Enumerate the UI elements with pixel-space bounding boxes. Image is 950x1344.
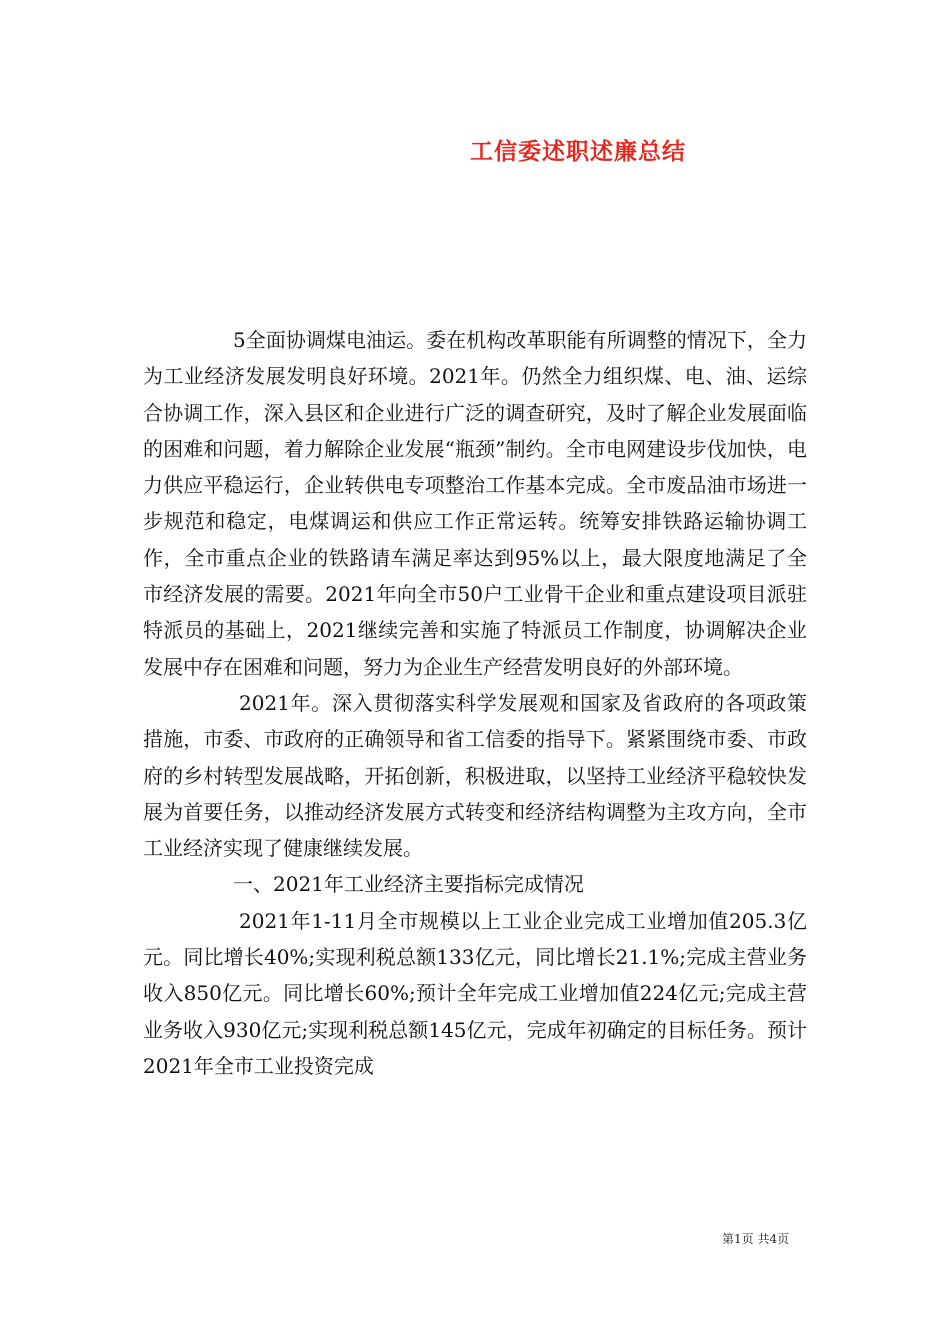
section-heading-indicators: 一、2021年工业经济主要指标完成情况 (233, 872, 584, 897)
document-body (143, 322, 807, 1084)
page-footer: 第1页 共4页 (722, 1232, 790, 1246)
paragraph-coal-power-oil-transport: 5全面协调煤电油运。委在机构改革职能有所调整的情况下，全力为工业经济发展发明良好环境。2021年。仍然全力组织煤、电、油、运综合协调工作，深入县区和企业进行广泛的调查研究，及时了解企业发展面临的困难和问题，着力解除企业发展“瓶颈”制约。全市电网建设步伐加快，电力供应平稳运行，企业转供电专项整治工作基本完成。全市废品油市场进一步规范和稳定，电煤调运和供应工作正常运转。统筹安排铁路运输协调工作，全市重点企业的铁路请车满足率达到95%以上，最大限度地满足了全市经济发展的需要。2021年向全市50户工业骨干企业和重点建设项目派驻特派员的基础上，2021继续完善和实施了特派员工作制度，协调解决企业发展中存在困难和问题，努力为企业生产经营发明良好的外部环境。 (143, 328, 807, 679)
paragraph-indicators-detail: 2021年1-11月全市规模以上工业企业完成工业增加值205.3亿元。同比增长40%;实现利税总额133亿元，同比增长21.1%;完成主营业务收入850亿元。同比增长60%;预计全年完成工业增加值224亿元;完成主营业务收入930亿元;实现利税总额145亿元，完成年初确定的目标任务。预计2021年全市工业投资完成 (143, 908, 807, 1078)
document-title: 工信委述职述廉总结 (470, 138, 686, 165)
paragraph-2021-overview: 2021年。深入贯彻落实科学发展观和国家及省政府的各项政策措施，市委、市政府的正确领导和省工信委的指导下。紧紧围绕市委、市政府的乡村转型发展战略，开拓创新，积极进取，以坚持工业经济平稳较快发展为首要任务，以推动经济发展方式转变和经济结构调整为主攻方向，全市工业经济实现了健康继续发展。 (143, 690, 807, 861)
